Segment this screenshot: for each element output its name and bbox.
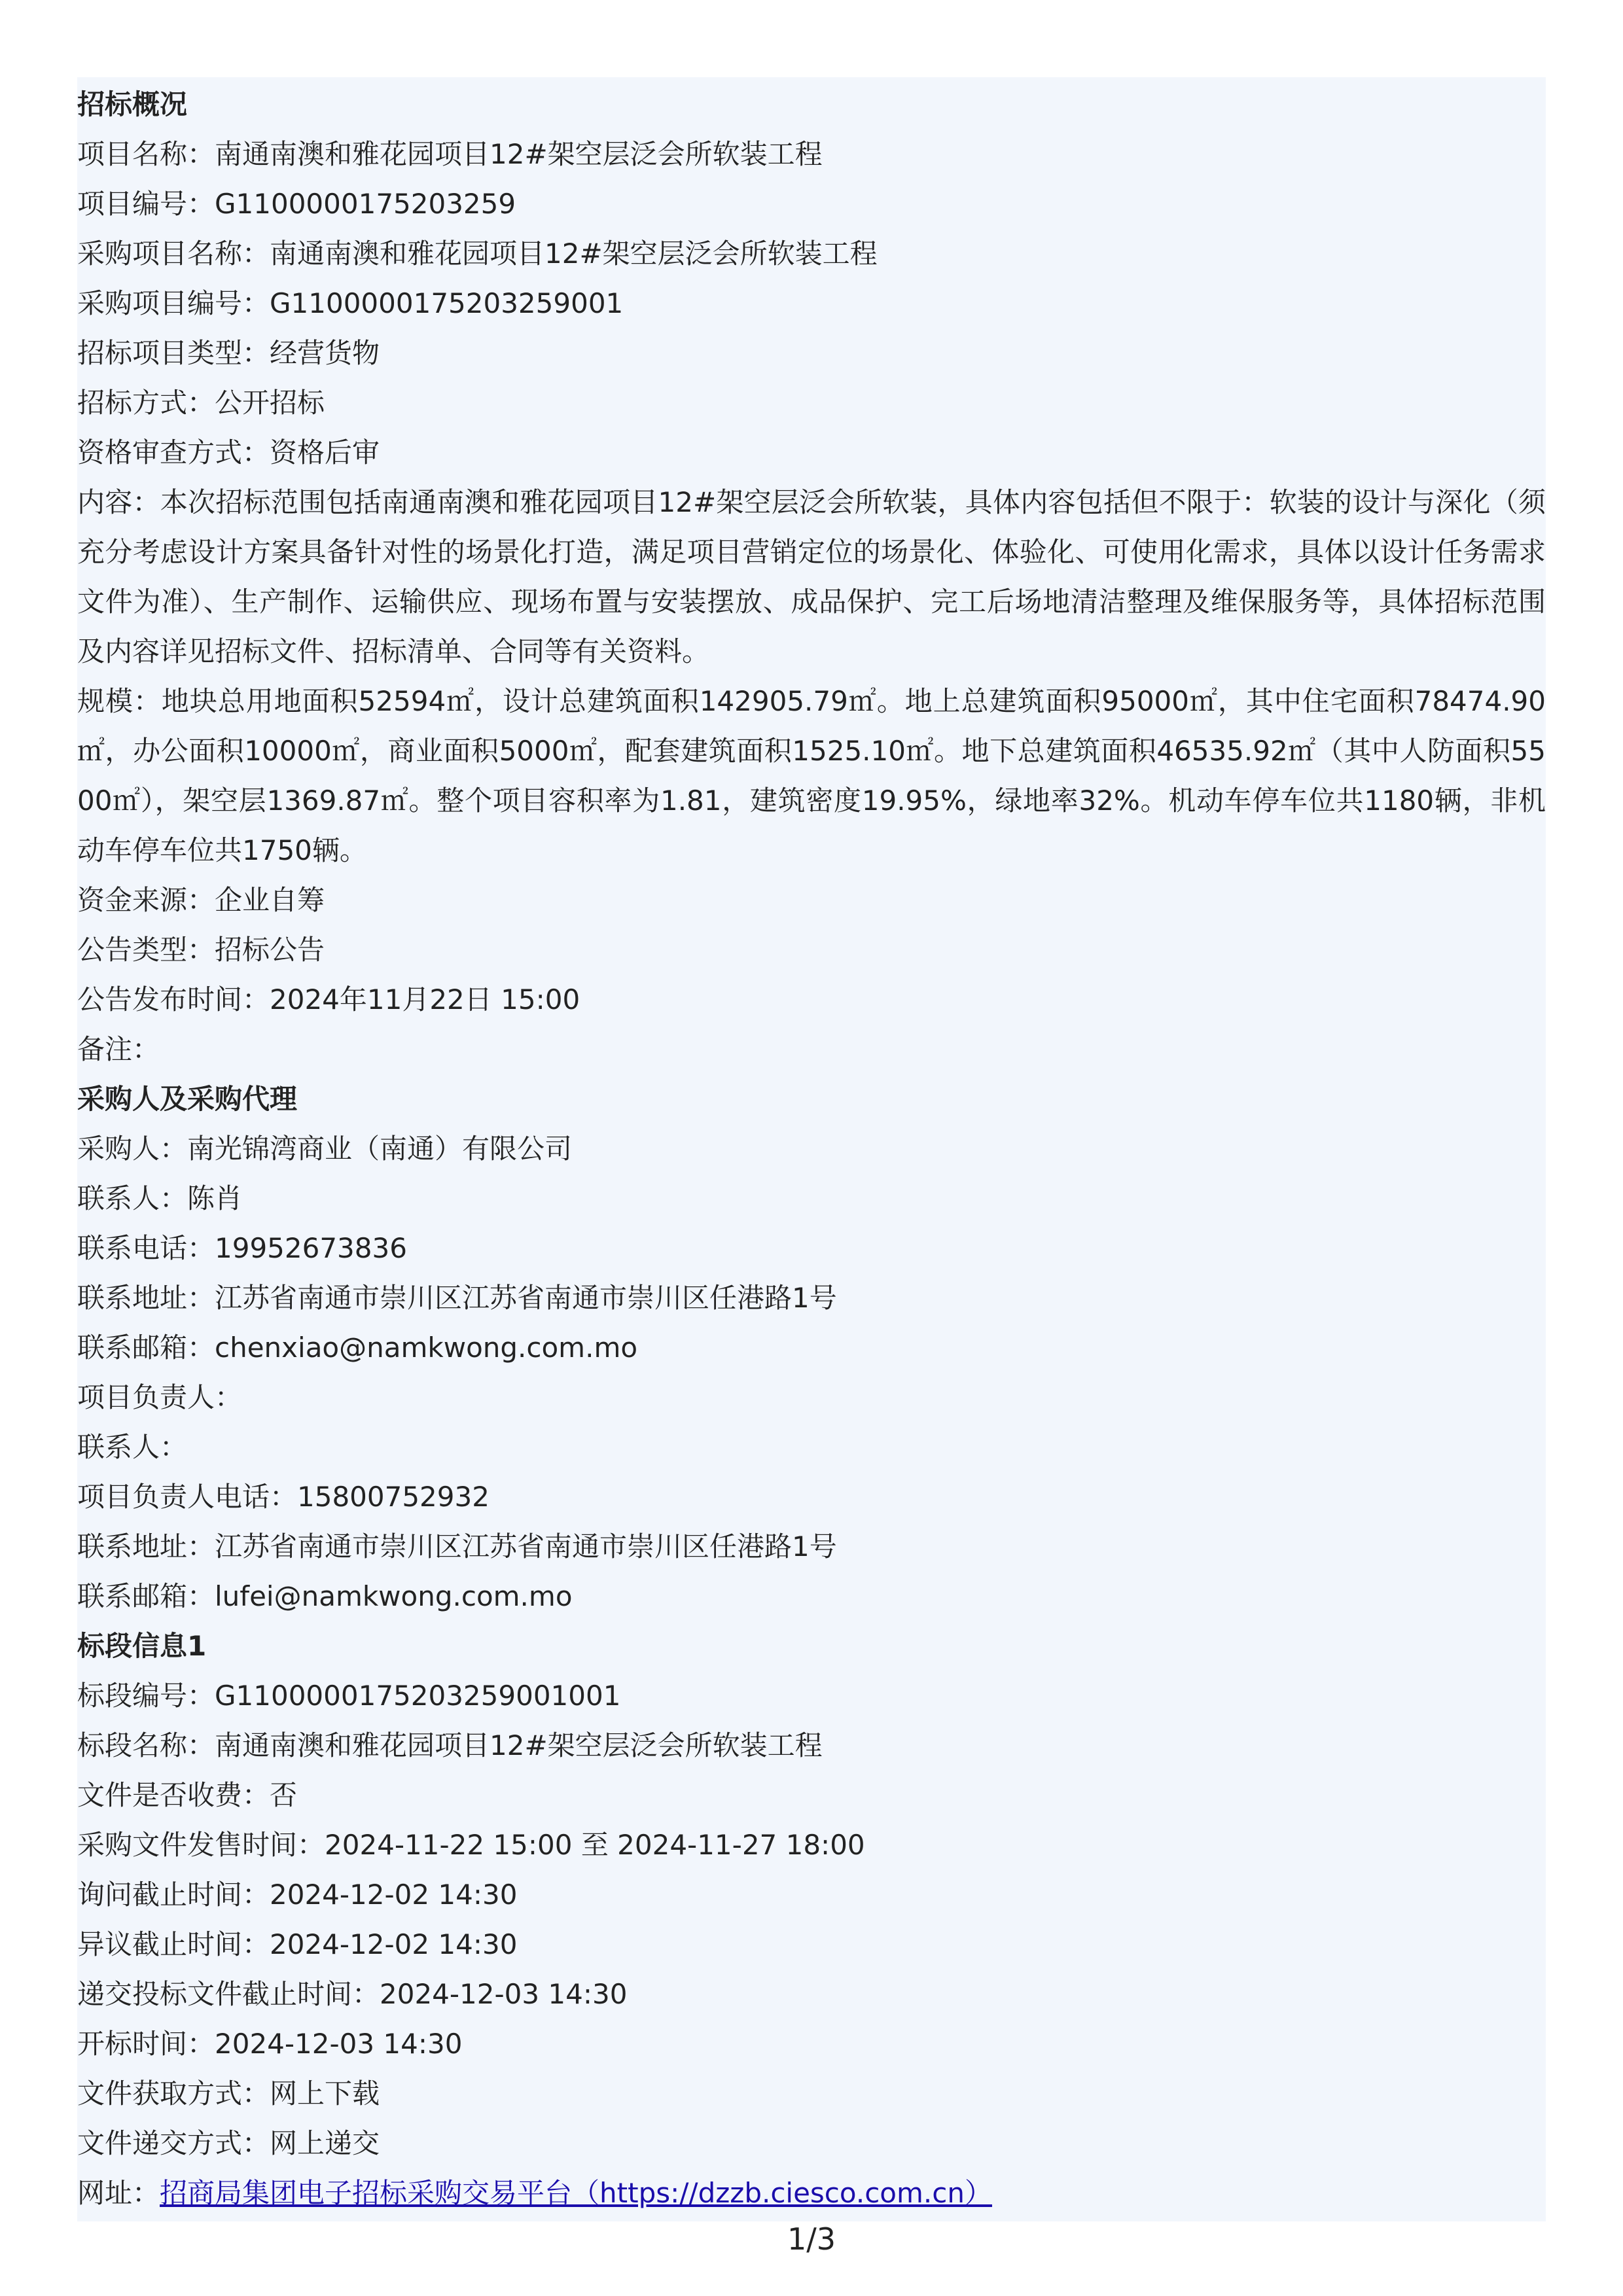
bid-method: 招标方式：公开招标 bbox=[77, 387, 325, 419]
purchase-project-number: 采购项目编号：G1100000175203259001 bbox=[77, 287, 624, 319]
submission-deadline: 递交投标文件截止时间：2024-12-03 14:30 bbox=[77, 1978, 628, 2010]
website-link[interactable]: 招商局集团电子招标采购交易平台（https://dzzb.ciesco.com.cn） bbox=[160, 2177, 992, 2209]
publish-time: 公告发布时间：2024年11月22日 15:00 bbox=[77, 983, 580, 1016]
contact-email-2: 联系邮箱：lufei@namkwong.com.mo bbox=[77, 1580, 573, 1612]
leader-phone: 项目负责人电话：15800752932 bbox=[77, 1481, 490, 1513]
notice-type: 公告类型：招标公告 bbox=[77, 934, 325, 966]
section-heading-purchaser: 采购人及采购代理 bbox=[77, 1083, 298, 1115]
website-label: 网址： bbox=[77, 2177, 160, 2209]
contact-address: 联系地址：江苏省南通市崇川区江苏省南通市崇川区任港路1号 bbox=[77, 1282, 837, 1314]
contact-person: 联系人：陈肖 bbox=[77, 1182, 243, 1214]
document-sale-time: 采购文件发售时间：2024-11-22 15:00 至 2024-11-27 18:00 bbox=[77, 1829, 865, 1861]
fund-source: 资金来源：企业自筹 bbox=[77, 884, 325, 916]
project-name: 项目名称：南通南澳和雅花园项目12#架空层泛会所软装工程 bbox=[77, 138, 823, 170]
scale-paragraph: 规模：地块总用地面积52594㎡，设计总建筑面积142905.79㎡。地上总建筑面积95000㎡，其中住宅面积78474.90㎡，办公面积10000㎡，商业面积5000㎡，配套建筑面积1525.10㎡。地下总建筑面积46535.92㎡（其中人防面积5500㎡），架空层1369.87㎡。整个项目容积率为1.81，建筑密度19.95%，绿地率32%。机动车停车位共1180辆，非机动车停车位共1750辆。 bbox=[77, 685, 1546, 866]
page-number: 1/3 bbox=[787, 2221, 836, 2257]
document-body bbox=[77, 77, 1546, 2221]
document-fee: 文件是否收费：否 bbox=[77, 1779, 298, 1811]
lot-number: 标段编号：G1100000175203259001001 bbox=[77, 1680, 621, 1712]
website-row bbox=[77, 2168, 1546, 2218]
project-number: 项目编号：G1100000175203259 bbox=[77, 188, 516, 220]
contact-phone: 联系电话：19952673836 bbox=[77, 1232, 407, 1264]
purchase-project-name: 采购项目名称：南通南澳和雅花园项目12#架空层泛会所软装工程 bbox=[77, 238, 878, 270]
submit-method: 文件递交方式：网上递交 bbox=[77, 2127, 380, 2159]
contact-email: 联系邮箱：chenxiao@namkwong.com.mo bbox=[77, 1332, 638, 1364]
lot-name: 标段名称：南通南澳和雅花园项目12#架空层泛会所软装工程 bbox=[77, 1729, 823, 1761]
objection-deadline: 异议截止时间：2024-12-02 14:30 bbox=[77, 1928, 518, 1960]
opening-time: 开标时间：2024-12-03 14:30 bbox=[77, 2028, 463, 2060]
obtain-method: 文件获取方式：网上下载 bbox=[77, 2077, 380, 2110]
inquiry-deadline: 询问截止时间：2024-12-02 14:30 bbox=[77, 1879, 518, 1911]
bid-project-type: 招标项目类型：经营货物 bbox=[77, 337, 380, 369]
contact-address-2: 联系地址：江苏省南通市崇川区江苏省南通市崇川区任港路1号 bbox=[77, 1530, 837, 1563]
section-heading-bid-overview: 招标概况 bbox=[77, 88, 188, 120]
qualification-review: 资格审查方式：资格后审 bbox=[77, 436, 380, 468]
section-heading-lot-info: 标段信息1 bbox=[77, 1630, 207, 1662]
contact-person-2: 联系人： bbox=[77, 1431, 188, 1463]
project-leader: 项目负责人： bbox=[77, 1381, 243, 1413]
remarks: 备注： bbox=[77, 1033, 160, 1065]
content-paragraph: 内容：本次招标范围包括南通南澳和雅花园项目12#架空层泛会所软装，具体内容包括但不限于：软装的设计与深化（须充分考虑设计方案具备针对性的场景化打造，满足项目营销定位的场景化、体验化、可使用化需求，具体以设计任务需求文件为准）、生产制作、运输供应、现场布置与安装摆放、成品保护、完工后场地清洁整理及维保服务等，具体招标范围及内容详见招标文件、招标清单、合同等有关资料。 bbox=[77, 486, 1546, 667]
purchaser: 采购人：南光锦湾商业（南通）有限公司 bbox=[77, 1133, 573, 1165]
